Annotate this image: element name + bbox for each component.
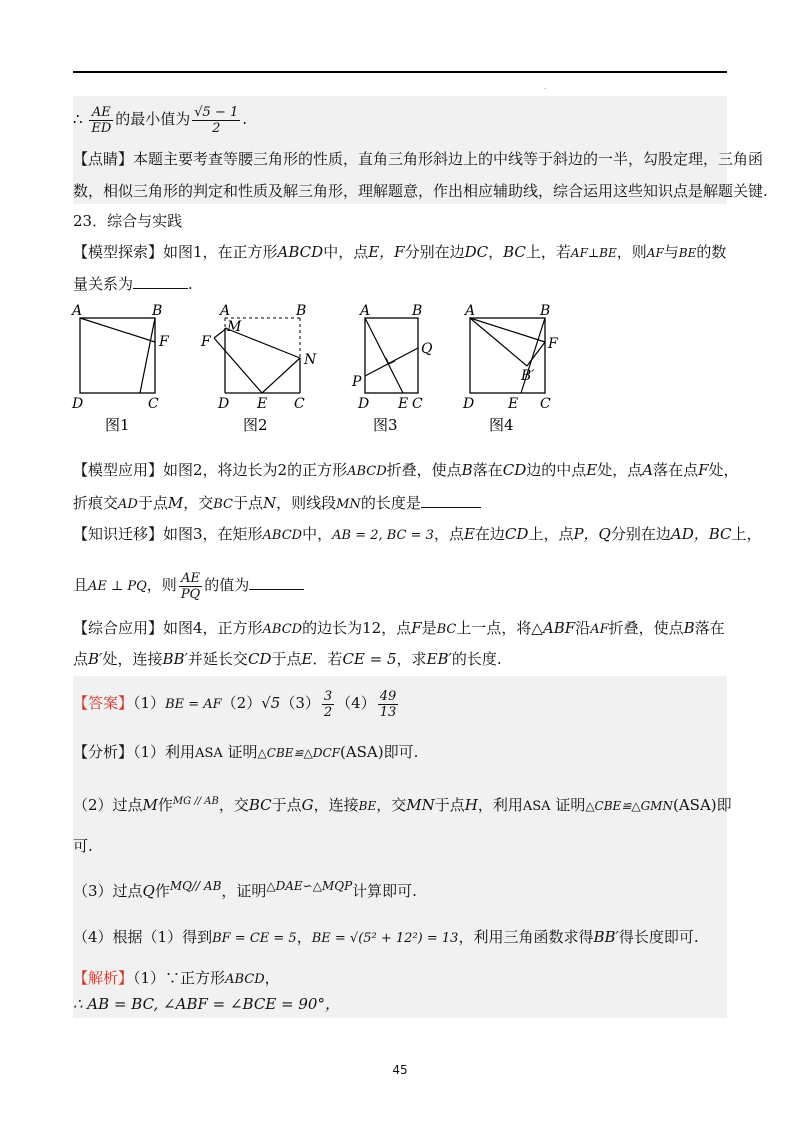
answer-tag: 【答案】 xyxy=(73,694,134,712)
fig2-label-d: D xyxy=(218,396,230,412)
text: 于点 xyxy=(434,796,465,814)
math: ∴ AB = BC, ∠ABF = ∠BCE = 90°， xyxy=(73,995,340,1013)
text: 分别在边 xyxy=(404,243,465,261)
frac-num: AE xyxy=(179,571,202,587)
text: ，则 xyxy=(146,576,177,594)
text: 在边 xyxy=(474,525,505,543)
math: AD，BC xyxy=(670,525,732,543)
answer-3 xyxy=(322,689,334,720)
math: E xyxy=(586,461,598,479)
answer-4 xyxy=(378,689,399,720)
math: CE = 5 xyxy=(342,650,397,668)
math: ABCD xyxy=(277,243,324,261)
fig4-label-f: F xyxy=(548,336,558,352)
geometry-figures xyxy=(70,298,630,440)
text: ，求 xyxy=(396,650,427,668)
analysis-line-1 xyxy=(73,741,727,765)
math: AE ⊥ PQ xyxy=(88,579,147,594)
math: BF = CE = 5 xyxy=(212,931,297,946)
math: BC xyxy=(436,622,457,637)
analysis-line-4 xyxy=(73,926,727,950)
text: 【知识迁移】如图3，在矩形 xyxy=(73,525,263,543)
math: AF xyxy=(646,246,664,260)
text: 落在 xyxy=(472,461,503,479)
answer-line xyxy=(73,686,727,722)
fig2-label-m: M xyxy=(227,319,242,335)
fig3-caption: 图3 xyxy=(373,416,398,434)
math: E xyxy=(301,650,313,668)
fig4-line-ab-prime xyxy=(470,318,527,366)
text: 证明 xyxy=(227,743,258,761)
problem-title: 23．综合与实践 xyxy=(73,212,183,230)
math: MN xyxy=(336,497,361,512)
math: M xyxy=(167,494,184,512)
math: MG // AB xyxy=(172,796,219,807)
math: ABCD xyxy=(262,622,303,637)
fig1-label-a: A xyxy=(72,303,83,319)
text: （1） xyxy=(133,694,166,712)
math: B xyxy=(461,461,473,479)
math: △DAE∽△MQP xyxy=(266,879,353,893)
fraction-min-value xyxy=(192,105,240,136)
answer-blank[interactable] xyxy=(421,491,481,508)
math: △CBE≌△DCF xyxy=(257,746,340,760)
text: ，利用 xyxy=(477,796,523,814)
math: E xyxy=(463,525,475,543)
math: G xyxy=(301,796,314,814)
text: ，点 xyxy=(433,525,464,543)
text: ，连接 xyxy=(313,796,359,814)
text: 于点 xyxy=(271,650,302,668)
fig3-label-p: P xyxy=(352,374,362,390)
text: 沿 xyxy=(575,619,591,637)
fig2-label-f: F xyxy=(201,334,211,350)
math: M xyxy=(142,796,158,814)
text: 落在 xyxy=(694,619,725,637)
math: ABCD xyxy=(347,464,387,479)
fig4-label-b-prime: B′ xyxy=(521,368,535,384)
text: 计算即可. xyxy=(352,882,417,900)
fig4-line-af xyxy=(470,318,545,342)
fig1-label-c: C xyxy=(148,396,159,412)
text: 于点 xyxy=(232,494,263,512)
dianjing-line-2: 数，相似三角形的判定和性质及解三角形，理解题意，作出相应辅助线，综合运用这些知识点是解题关键. xyxy=(73,182,768,200)
figure-4 xyxy=(462,303,559,434)
frac-num: AE xyxy=(89,105,113,121)
text: 且 xyxy=(73,576,89,594)
text: 上，若 xyxy=(525,243,571,261)
fig4-caption: 图4 xyxy=(489,416,514,434)
text: （3）过点 xyxy=(73,882,143,900)
text: 点 xyxy=(73,650,89,668)
fig3-label-e: E xyxy=(398,396,409,412)
fig1-line-af xyxy=(80,318,155,342)
math: BB′ xyxy=(162,650,188,668)
math: CD xyxy=(247,650,272,668)
figure-1 xyxy=(70,303,170,434)
therefore-symbol: ∴ xyxy=(73,110,83,128)
frac-den: PQ xyxy=(180,586,201,602)
fig2-line-fe xyxy=(214,338,262,393)
fig3-line-ae xyxy=(365,318,403,393)
answer-2: √5 xyxy=(261,694,281,712)
comprehensive-line-1 xyxy=(73,617,727,641)
solution-line-2 xyxy=(73,993,727,1015)
math: AF⊥BE xyxy=(570,246,617,260)
fig1-line-be xyxy=(140,318,155,393)
fig2-line-en xyxy=(262,358,300,393)
frac-den: ED xyxy=(91,120,112,136)
model-apply-line-2 xyxy=(73,491,727,516)
math: E，F xyxy=(368,243,405,261)
figure-3 xyxy=(351,303,433,434)
fig4-label-c: C xyxy=(540,396,551,412)
text: （3） xyxy=(280,694,320,712)
fig3-rectangle xyxy=(365,318,418,393)
math: BE xyxy=(358,799,377,813)
solution-tag: 【解析】 xyxy=(73,969,134,987)
analysis-line-2 xyxy=(73,791,732,818)
header-rule xyxy=(73,71,727,73)
frac-den: 13 xyxy=(379,704,397,720)
text: ，则线段 xyxy=(276,494,337,512)
math: BB′ xyxy=(593,928,619,946)
fig1-label-b: B xyxy=(152,303,163,319)
scan-dot: . xyxy=(544,82,547,91)
math: AF xyxy=(590,622,609,637)
model-explore-line-2: 量关系为 . xyxy=(73,272,727,295)
math: CD xyxy=(502,461,527,479)
math: BC xyxy=(213,497,233,512)
frac-num: √5 − 1 xyxy=(194,104,239,120)
page-number: 45 xyxy=(392,1063,408,1077)
text: 的长度是 xyxy=(360,494,421,512)
text: 落在点 xyxy=(653,461,699,479)
fig1-label-f: F xyxy=(159,334,169,350)
text: （4） xyxy=(336,694,376,712)
math: F xyxy=(698,461,709,479)
text: ， xyxy=(296,928,312,946)
fig3-label-b: B xyxy=(412,303,423,319)
text: 【综合应用】如图4，正方形 xyxy=(73,619,263,637)
text: （1）利用 xyxy=(133,743,196,761)
dianjing-line-1: 【点睛】本题主要考查等腰三角形的性质，直角三角形斜边上的中线等于斜边的一半，勾股定理，三角函 xyxy=(73,150,764,168)
text: ，则 xyxy=(616,243,647,261)
math: F xyxy=(411,619,422,637)
math: (ASA) xyxy=(672,796,717,814)
math: △CBE≌△GMN xyxy=(585,799,673,813)
text: ，证明 xyxy=(221,882,267,900)
math: AB = 2, BC = 3 xyxy=(332,528,434,543)
text: ，交 xyxy=(376,796,407,814)
math: N xyxy=(262,494,277,512)
fig4-label-b: B xyxy=(540,303,551,319)
answer-1: BE = AF xyxy=(165,697,222,712)
answer-blank[interactable] xyxy=(249,573,304,590)
text: 作 xyxy=(154,882,170,900)
math: (ASA) xyxy=(339,743,384,761)
fig1-caption: 图1 xyxy=(105,416,130,434)
fig1-label-d: D xyxy=(72,396,84,412)
answer-blank[interactable] xyxy=(133,272,188,289)
knowledge-line-2 xyxy=(73,568,727,604)
math: MQ// AB xyxy=(169,879,222,893)
model-apply-line-1 xyxy=(73,459,739,483)
text: ，交 xyxy=(183,494,214,512)
text: 处，点 xyxy=(597,461,643,479)
math: A xyxy=(642,461,654,479)
text: 上，点 xyxy=(528,525,574,543)
math: BE xyxy=(678,246,697,260)
math: EB′ xyxy=(426,650,452,668)
fraction-ae-pq xyxy=(179,571,202,602)
fig4-label-e: E xyxy=(508,396,519,412)
text: （2）过点 xyxy=(73,796,143,814)
math: DC xyxy=(464,243,489,261)
fig2-label-n: N xyxy=(304,352,317,368)
math: ASA xyxy=(195,746,223,761)
math: P，Q xyxy=(573,525,611,543)
math: ABCD xyxy=(225,972,265,987)
text: 即 xyxy=(716,796,732,814)
text: 上一点，将 xyxy=(456,619,532,637)
text: 的值为 xyxy=(204,576,250,594)
text: （4）根据（1）得到 xyxy=(73,928,213,946)
text: 证明 xyxy=(555,796,586,814)
text: 是 xyxy=(421,619,437,637)
text: 中，点 xyxy=(323,243,369,261)
text: 分别在边 xyxy=(610,525,671,543)
conclusion-line xyxy=(73,104,727,136)
text: 处， xyxy=(708,461,739,479)
text: 处，连接 xyxy=(102,650,163,668)
fig2-label-b: B xyxy=(296,303,307,319)
fig3-line-pq xyxy=(365,348,418,376)
fig3-label-a: A xyxy=(360,303,371,319)
fig2-label-e: E xyxy=(257,396,268,412)
text: 量关系为 xyxy=(73,275,134,293)
text: 折叠，使点 xyxy=(386,461,462,479)
frac-den: 2 xyxy=(212,120,221,136)
math: BC xyxy=(248,796,272,814)
knowledge-line-1 xyxy=(73,523,762,547)
math: H xyxy=(464,796,478,814)
text: ，交 xyxy=(218,796,249,814)
text: 上， xyxy=(731,525,762,543)
text: 的长度. xyxy=(451,650,502,668)
conclusion-text: 的最小值为 xyxy=(115,110,191,128)
fig3-label-q: Q xyxy=(421,341,433,357)
text: 得长度即可. xyxy=(618,928,699,946)
model-explore-line-1: 【模型探索】如图1，在正方形ABCD中，点E，F分别在边DC，BC上，若AF⊥BE，则AF与BE的数 xyxy=(73,243,727,261)
text: 作 xyxy=(157,796,173,814)
text: ， xyxy=(264,969,280,987)
text: 折叠，使点 xyxy=(608,619,684,637)
text: ．若 xyxy=(312,650,343,668)
text: 于点 xyxy=(137,494,168,512)
math: B xyxy=(683,619,695,637)
fraction-ae-ed xyxy=(89,105,113,136)
period: . xyxy=(242,110,248,128)
frac-num: 3 xyxy=(323,688,333,704)
fig2-label-a: A xyxy=(220,303,231,319)
math: B′ xyxy=(88,650,103,668)
math: ABCD xyxy=(262,528,303,543)
text: 即可. xyxy=(383,743,419,761)
text: 【模型探索】如图1，在正方形 xyxy=(73,243,278,261)
fig1-square xyxy=(80,318,155,393)
text: 的数 xyxy=(696,243,727,261)
math: ASA xyxy=(522,799,551,814)
analysis-tag: 【分析】 xyxy=(73,743,134,761)
text: ，利用三角函数求得 xyxy=(458,928,594,946)
fig3-label-c: C xyxy=(412,396,423,412)
text: 的边长为12，点 xyxy=(302,619,412,637)
math: Q xyxy=(142,882,155,900)
text: 折痕交 xyxy=(73,494,119,512)
math: BC xyxy=(503,243,526,261)
fig4-label-d: D xyxy=(463,396,475,412)
math: MN xyxy=(406,796,435,814)
analysis-line-2b: 可. xyxy=(73,837,93,855)
text: 与 xyxy=(663,243,679,261)
text: （1）∵正方形 xyxy=(133,969,226,987)
math: △ABF xyxy=(531,619,576,637)
solution-line-1 xyxy=(73,967,727,991)
fig2-label-c: C xyxy=(294,396,305,412)
text: 边的中点 xyxy=(526,461,587,479)
comprehensive-line-2 xyxy=(73,648,727,670)
fig2-caption: 图2 xyxy=(243,416,268,434)
analysis-line-3 xyxy=(73,875,727,902)
text: 【模型应用】如图2，将边长为2的正方形 xyxy=(73,461,348,479)
text: 并延长交 xyxy=(187,650,248,668)
text: 中， xyxy=(302,525,333,543)
math: CD xyxy=(504,525,529,543)
figure-2 xyxy=(200,303,317,434)
math: BE = √(5² + 12²) = 13 xyxy=(311,931,459,946)
fig4-label-a: A xyxy=(465,303,476,319)
text: 于点 xyxy=(271,796,302,814)
fig3-label-d: D xyxy=(358,396,370,412)
frac-num: 49 xyxy=(379,688,397,704)
frac-den: 2 xyxy=(323,704,333,720)
math: AD xyxy=(118,497,138,512)
text: （2） xyxy=(221,694,262,712)
